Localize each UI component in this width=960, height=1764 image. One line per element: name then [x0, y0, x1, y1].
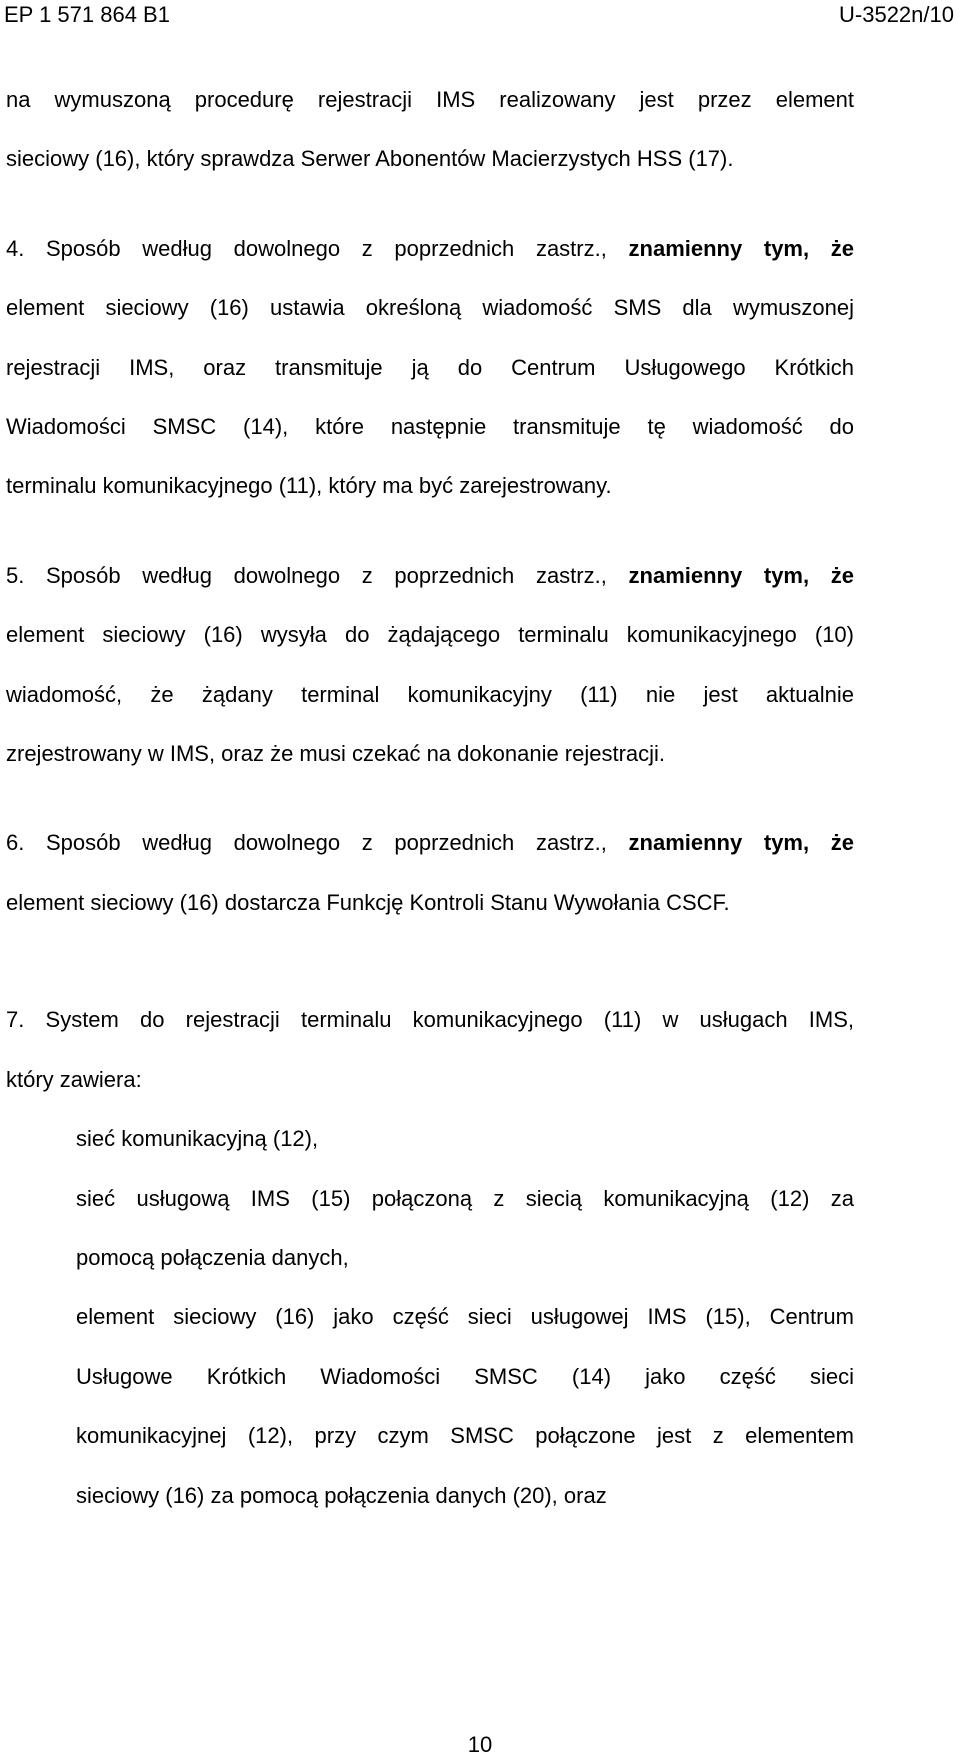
claim-4-lead: 4. Sposób według dowolnego z poprzednich zastrz., [6, 235, 629, 261]
claim-5 [6, 546, 854, 784]
paragraph-intro [6, 70, 854, 189]
text-line: element sieciowy (16) wysyła do żądającego terminalu komunikacyjnego (10) [6, 622, 854, 648]
text-line: sieciowy (16) za pomocą połączenia danych (20), oraz [76, 1482, 607, 1508]
document-reference: U-3522n/10 [839, 2, 954, 27]
text-line: komunikacyjnej (12), przy czym SMSC połączone jest z elementem [76, 1423, 854, 1449]
claim-6 [6, 813, 854, 932]
text-line: sieć usługową IMS (15) połączoną z siecią komunikacyjną (12) za [76, 1185, 854, 1211]
document-body [6, 70, 854, 1525]
claim-7-item-ims [76, 1169, 854, 1288]
text-line [6, 219, 854, 278]
claim-6-lead: 6. Sposób według dowolnego z poprzednich zastrz., [6, 830, 629, 856]
text-line [6, 546, 854, 605]
page-number: 10 [467, 1732, 493, 1757]
claim-6-characterising: znamienny tym, że [628, 830, 855, 856]
text-line: sieć komunikacyjną (12), [76, 1126, 319, 1152]
text-line: 7. System do rejestracji terminalu komunikacyjnego (11) w usługach IMS, [6, 1007, 854, 1033]
claim-7-item-element [76, 1287, 854, 1525]
text-line: element sieciowy (16) jako część sieci usługowej IMS (15), Centrum [76, 1304, 854, 1330]
text-line: element sieciowy (16) dostarcza Funkcję Kontroli Stanu Wywołania CSCF. [6, 889, 730, 915]
patent-number: EP 1 571 864 B1 [4, 2, 170, 27]
claim-4-characterising: znamienny tym, że [628, 235, 855, 261]
text-line: zrejestrowany w IMS, oraz że musi czekać na dokonanie rejestracji. [6, 741, 666, 767]
text-line: pomocą połączenia danych, [76, 1244, 349, 1270]
text-line: Usługowe Krótkich Wiadomości SMSC (14) jako część sieci [76, 1363, 854, 1389]
text-line: który zawiera: [6, 1066, 142, 1092]
text-line: Wiadomości SMSC (14), które następnie transmituje tę wiadomość do [6, 414, 854, 440]
claim-7 [6, 990, 854, 1109]
claim-5-lead: 5. Sposób według dowolnego z poprzednich zastrz., [6, 562, 629, 588]
text-line: rejestracji IMS, oraz transmituje ją do Centrum Usługowego Krótkich [6, 354, 854, 380]
text-line: terminalu komunikacyjnego (11), który ma być zarejestrowany. [6, 473, 612, 499]
text-line: element sieciowy (16) ustawia określoną wiadomość SMS dla wymuszonej [6, 295, 854, 321]
text-line [6, 813, 854, 872]
text-line: na wymuszoną procedurę rejestracji IMS realizowany jest przez element [6, 87, 854, 112]
claim-7-item-network [76, 1109, 854, 1168]
text-line: wiadomość, że żądany terminal komunikacyjny (11) nie jest aktualnie [6, 681, 854, 707]
text-line: sieciowy (16), który sprawdza Serwer Abonentów Macierzystych HSS (17). [6, 146, 734, 172]
claim-4 [6, 219, 854, 516]
claim-5-characterising: znamienny tym, że [628, 562, 855, 588]
